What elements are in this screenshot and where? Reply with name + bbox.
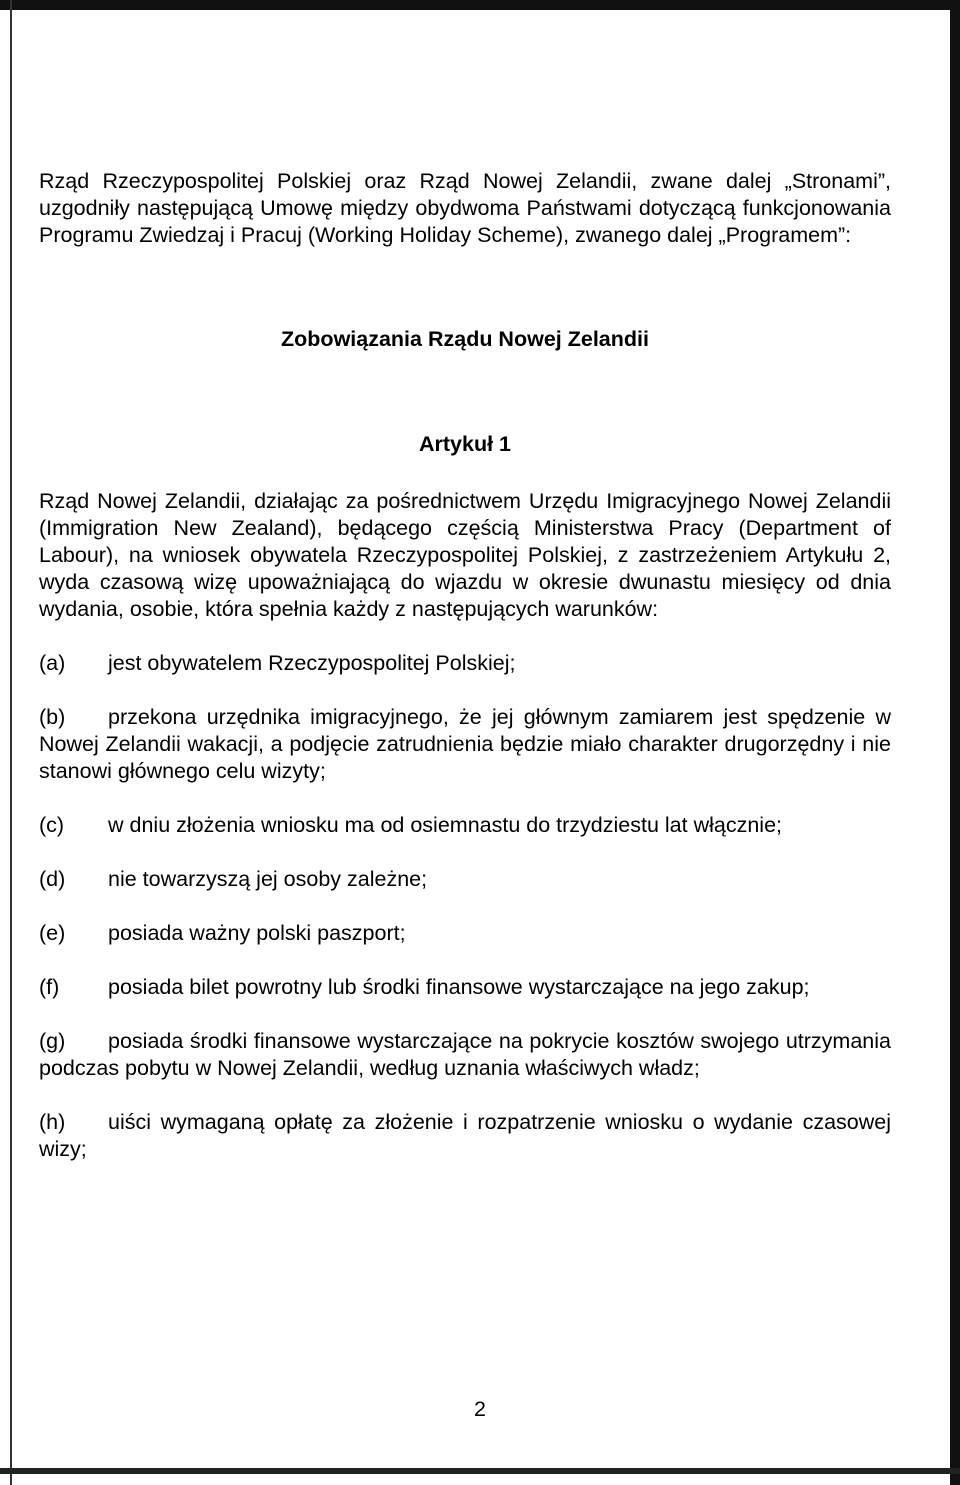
condition-item-e xyxy=(39,920,891,947)
article-heading: Artykuł 1 xyxy=(418,432,511,456)
condition-label: (d) xyxy=(39,867,66,891)
condition-text: posiada ważny polski paszport; xyxy=(108,921,406,945)
condition-item-a xyxy=(39,650,891,677)
page-border-bottom xyxy=(0,1468,960,1474)
condition-label: (h) xyxy=(39,1110,66,1134)
condition-text: przekona urzędnika imigracyjnego, że jej głównym zamiarem jest spędzenie w Nowej Zelandii wakacji, a podjęcie zatrudnienia będzie miało charakter drugorzędny i nie stanowi głównego celu wizyty; xyxy=(39,705,891,783)
condition-text: posiada bilet powrotny lub środki finansowe wystarczające na jego zakup; xyxy=(108,975,810,999)
page-number: 2 xyxy=(474,1397,486,1421)
condition-label: (f) xyxy=(39,975,60,999)
page-border-left xyxy=(10,0,12,1485)
condition-text: nie towarzyszą jej osoby zależne; xyxy=(108,867,428,891)
page-border-right xyxy=(950,0,960,1485)
condition-item-d xyxy=(39,866,891,893)
condition-label: (c) xyxy=(39,813,65,837)
condition-item-c xyxy=(39,812,891,839)
condition-label: (g) xyxy=(39,1029,66,1053)
condition-item-f xyxy=(39,974,891,1001)
condition-text: uiści wymaganą opłatę za złożenie i rozpatrzenie wniosku o wydanie czasowej wizy; xyxy=(39,1110,891,1161)
condition-text: jest obywatelem Rzeczypospolitej Polskiej; xyxy=(108,651,516,675)
section-heading: Zobowiązania Rządu Nowej Zelandii xyxy=(281,327,649,351)
condition-text: posiada środki finansowe wystarczające na pokrycie kosztów swojego utrzymania podczas pobytu w Nowej Zelandii, według uznania właściwych władz; xyxy=(39,1029,891,1080)
condition-item-b xyxy=(39,704,891,785)
condition-item-g xyxy=(39,1028,891,1082)
page-border-top xyxy=(0,0,960,10)
intro-paragraph: Rząd Rzeczypospolitej Polskiej oraz Rząd Nowej Zelandii, zwane dalej „Stronami”, uzgodniły następującą Umowę między obydwoma Państwami dotyczącą funkcjonowania Programu Zwiedzaj i Pracuj (Working Holiday Scheme), zwanego dalej „Programem”: xyxy=(39,169,891,247)
condition-item-h xyxy=(39,1109,891,1163)
article-intro-paragraph: Rząd Nowej Zelandii, działając za pośrednictwem Urzędu Imigracyjnego Nowej Zelandii (Immigration New Zealand), będącego częścią Ministerstwa Pracy (Department of Labour), na wniosek obywatela Rzeczypospolitej Polskiej, z zastrzeżeniem Artykułu 2, wyda czasową wizę upoważniającą do wjazdu w okresie dwunastu miesięcy od dnia wydania, osobie, która spełnia każdy z następujących warunków: xyxy=(39,489,891,621)
condition-label: (e) xyxy=(39,921,66,945)
condition-text: w dniu złożenia wniosku ma od osiemnastu do trzydziestu lat włącznie; xyxy=(108,813,782,837)
document-body xyxy=(39,168,891,1163)
condition-label: (b) xyxy=(39,705,66,729)
condition-label: (a) xyxy=(39,651,66,675)
